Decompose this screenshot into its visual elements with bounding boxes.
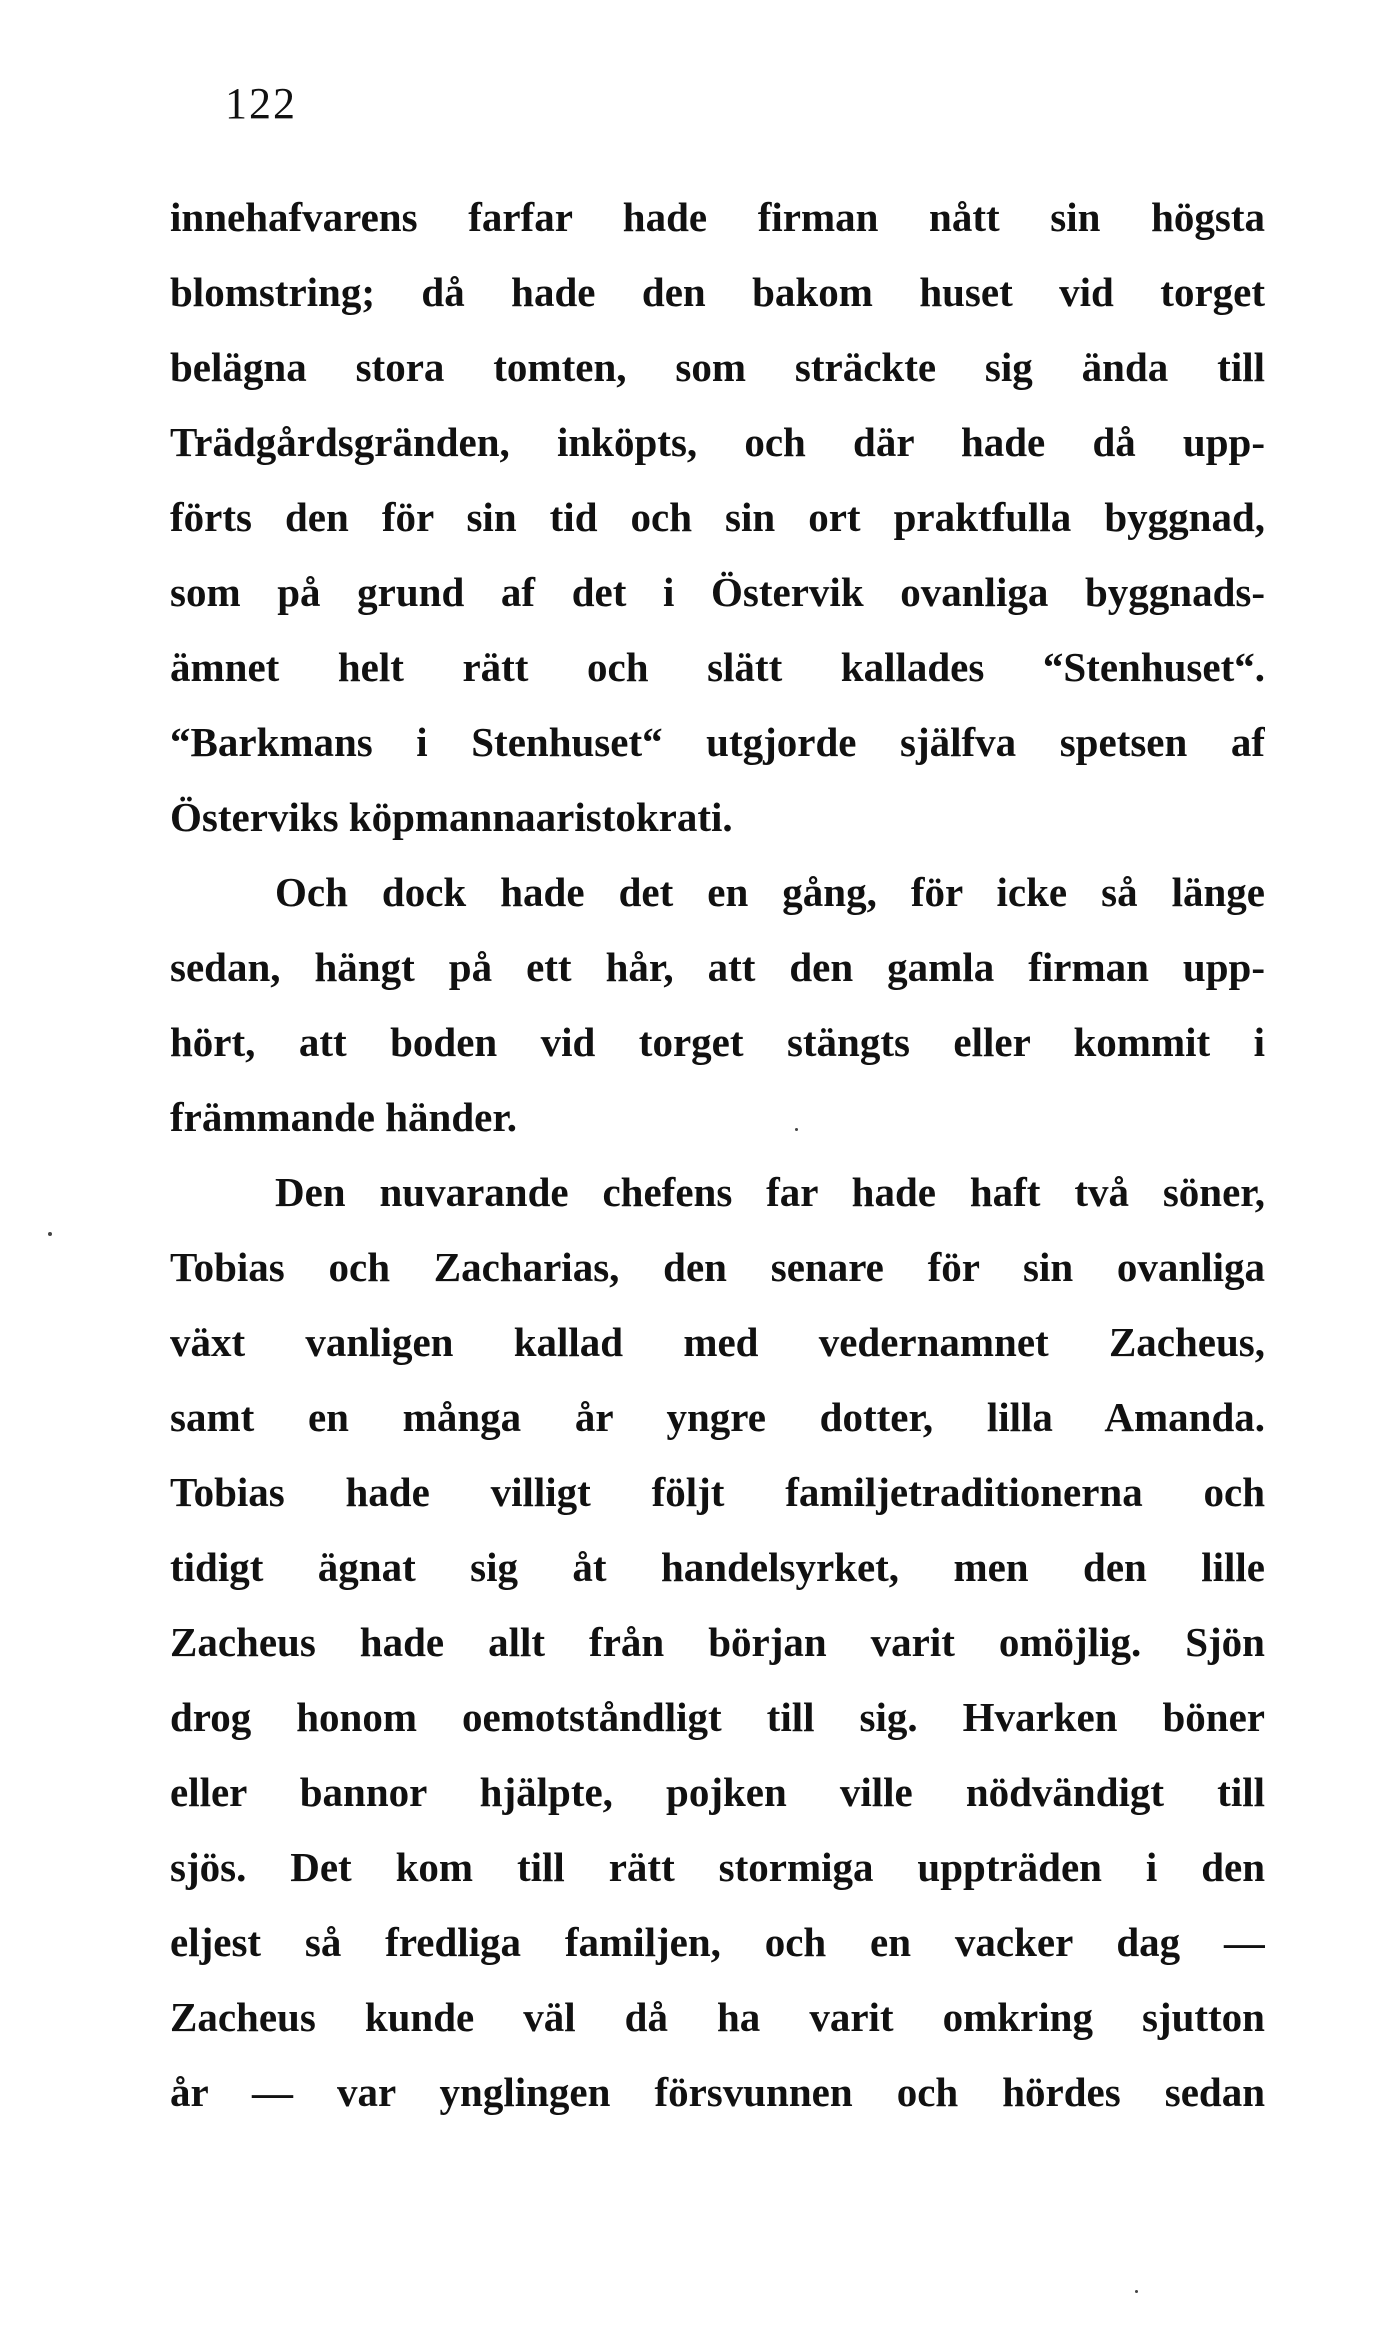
text-line: eller bannor hjälpte, pojken ville nödvändigt till — [170, 1769, 1265, 1815]
print-speck — [1135, 2290, 1138, 2293]
text-line: Och dock hade det en gång, för icke så länge — [275, 869, 1265, 915]
text-line: blomstring; då hade den bakom huset vid torget — [170, 269, 1265, 315]
text-line: sjös. Det kom till rätt stormiga uppträden i den — [170, 1844, 1265, 1890]
text-line: Zacheus kunde väl då ha varit omkring sjutton — [170, 1994, 1265, 2040]
text-line: ämnet helt rätt och slätt kallades “Stenhuset“. — [170, 644, 1265, 690]
print-speck — [795, 1128, 798, 1131]
text-line: år — var ynglingen försvunnen och hördes sedan — [170, 2069, 1265, 2115]
text-line: innehafvarens farfar hade firman nått sin högsta — [170, 194, 1265, 240]
print-speck — [48, 1232, 52, 1236]
text-line: Tobias hade villigt följt familjetraditionerna och — [170, 1469, 1265, 1515]
text-line: Zacheus hade allt från början varit omöjlig. Sjön — [170, 1619, 1265, 1665]
text-line: som på grund af det i Östervik ovanliga byggnads- — [170, 569, 1265, 615]
page-number: 122 — [225, 79, 297, 128]
text-line: drog honom oemotståndligt till sig. Hvarken böner — [170, 1694, 1265, 1740]
text-line: eljest så fredliga familjen, och en vacker dag — — [170, 1919, 1265, 1965]
text-line: hört, att boden vid torget stängts eller kommit i — [170, 1019, 1265, 1065]
text-line: “Barkmans i Stenhuset“ utgjorde själfva spetsen af — [170, 719, 1265, 765]
body-text — [170, 180, 1265, 2130]
text-line: belägna stora tomten, som sträckte sig ända till — [170, 344, 1265, 390]
text-line: Österviks köpmannaaristokrati. — [170, 794, 733, 840]
text-line: Den nuvarande chefens far hade haft två söner, — [275, 1169, 1265, 1215]
text-line: samt en många år yngre dotter, lilla Amanda. — [170, 1394, 1265, 1440]
text-line: växt vanligen kallad med vedernamnet Zacheus, — [170, 1319, 1265, 1365]
text-line: sedan, hängt på ett hår, att den gamla firman upp- — [170, 944, 1265, 990]
text-line: Trädgårdsgränden, inköpts, och där hade då upp- — [170, 419, 1265, 465]
text-line: främmande händer. — [170, 1094, 517, 1140]
text-line: förts den för sin tid och sin ort praktfulla byggnad, — [170, 494, 1265, 540]
text-line: Tobias och Zacharias, den senare för sin ovanliga — [170, 1244, 1265, 1290]
text-line: tidigt ägnat sig åt handelsyrket, men den lille — [170, 1544, 1265, 1590]
